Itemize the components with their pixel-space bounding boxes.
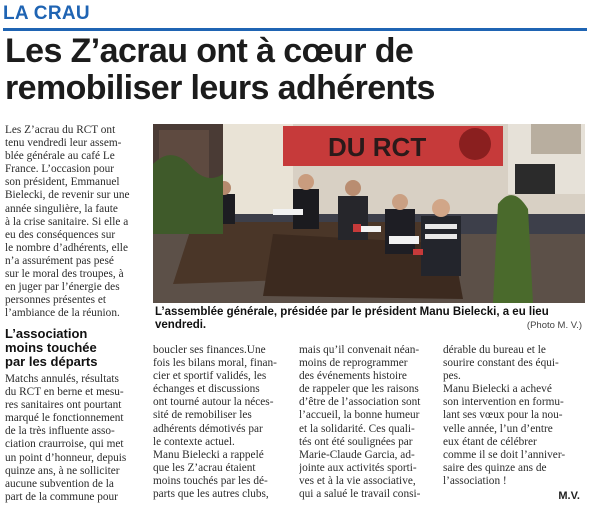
banner-text: DU RCT [328,132,427,162]
meeting-photo [153,124,585,303]
section-label: LA CRAU [3,3,90,24]
column-1-intro: Les Z’acrau du RCT ont tenu vendredi leur assem- blée générale au café Le France. L’occasion pour son président, Emmanuel Bielecki, de revenir sur une année singulière, la faute à la crise sanitaire. Si elle a eu des conséquences sur le nombre d’adhérents, elle n’a assurément pas pesé sur le moral des troupes, à en juger par l’énergie des personnes présentes et l’ambiance de la réunion. [5,124,130,320]
subheading: L’association moins touchée par les départs [5,326,98,369]
author-signature: M.V. [558,490,580,502]
column-4: dérable du bureau et le sourire constant des équi- pes. Manu Bielecki a achevé son intervention en formu- lant ses vœux pour la nou- velle année, l’un d’entre eux étant de célébrer comme il se doit l’anniver- saire des quinze ans de l’association ! [443,344,566,487]
photo-caption: L’assemblée générale, présidée par le président Manu Bielecki, a eu lieu vendredi. [155,306,549,331]
photo-credit: (Photo M. V.) [526,320,582,331]
column-1-body: Matchs annulés, résultats du RCT en berne et mesu- res sanitaires ont pourtant marqué le fonctionnement de la très influente asso- ciation craurroise, qui met un point d’honneur, depuis quinze ans, à ne solliciter aucune subvention de la part de la commune pour [5,373,127,503]
meeting-photo-illustration [153,124,585,303]
column-3: mais qu’il convenait néan- moins de reprogrammer des événements histoire de rappeler que les raisons d’être de l’association sont l’accueil, la bonne humeur et la solidarité. Ces quali- tés ont été soulignées par Marie-Claude Garcia, ad- jointe aux activités sporti- ves et à la vie associative, qui a salué le travail consi- [299,344,421,501]
headline: Les Z’acrau ont à cœur de remobiliser leurs adhérents [5,32,435,107]
section-rule [3,28,587,31]
column-2: boucler ses finances.Une fois les bilans moral, finan- cier et sportif validés, les échanges et discussions ont tourné autour la néces- sité de remobiliser les adhérents démotivés par le contexte actuel. Manu Bielecki a rappelé que les Z’acrau étaient moins touchés par les dé- parts que les autres clubs, [153,344,277,501]
